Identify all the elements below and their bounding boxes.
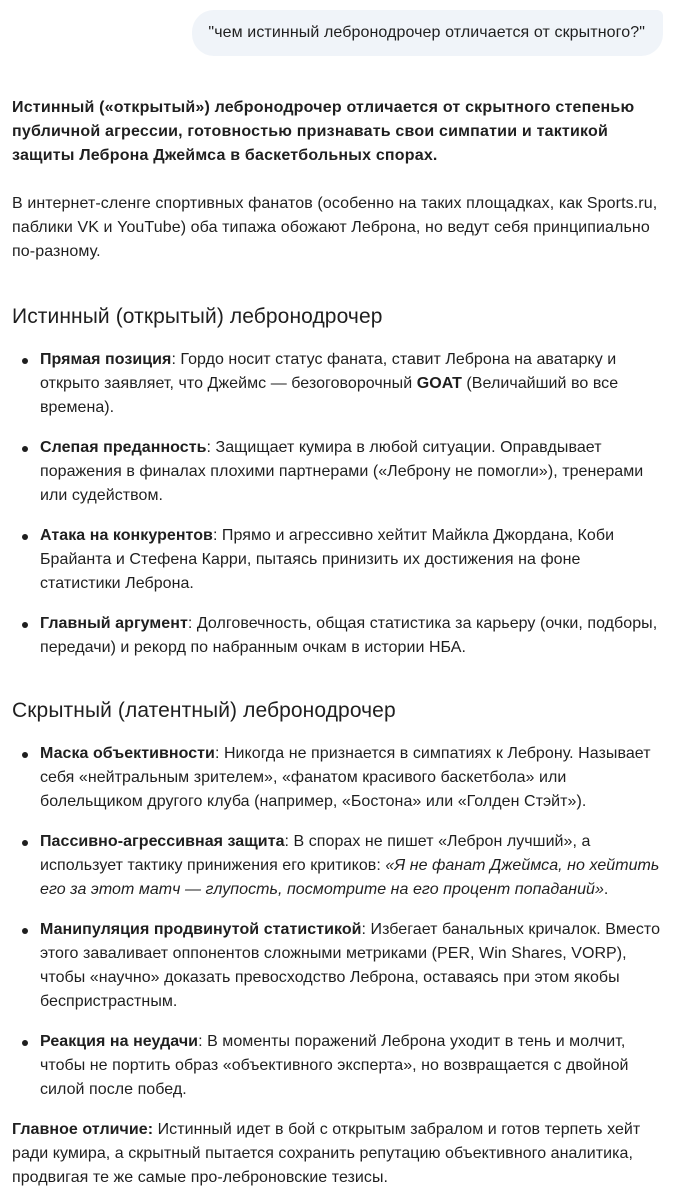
hidden-fan-list [20,742,664,1102]
response-summary: Истинный («открытый») лебронодрочер отличается от скрытного степенью публичной агрессии, готовностью признавать свои симпатии и тактикой защиты Леброна Джеймса в баскетбольных спорах. [12,99,635,164]
list-item [20,436,664,508]
list-item-term: Атака на конкурентов [40,527,213,544]
list-item-text: : Избегает банальных кричалок. Вместо этого заваливает оппонентов сложными метриками (PER, Win Shares, VORP), чтобы «научно» доказать превосходство Леброна, оставаясь при этом якобы беспристрастным. [40,921,661,1010]
list-item [20,918,664,1014]
section-title-hidden: Скрытный (латентный) лебронодрочер [12,699,396,722]
list-item-term: Слепая преданность [40,439,207,456]
list-item-text: : Долговечность, общая статистика за карьеру (очки, подборы, передачи) и рекорд по набранным очкам в истории НБА. [40,615,658,656]
list-item-text: : Защищает кумира в любой ситуации. Оправдывает поражения в финалах плохими партнерами («Леброну не помогли»), тренерами или судейством. [40,439,644,504]
list-item [20,830,664,902]
list-item-text: : Гордо носит статус фаната, ставит Леброна на аватарку и открыто заявляет, что Джеймс — безоговорочный [40,351,617,392]
list-item-text: : В моменты поражений Леброна уходит в тень и молчит, чтобы не портить образ «объективного эксперта», но возвращается с двойной силой после побед. [40,1033,629,1098]
list-item [20,348,664,420]
list-item-bold: GOAT [416,375,462,392]
list-item-text: : Прямо и агрессивно хейтит Майкла Джордана, Коби Брайанта и Стефена Карри, пытаясь принизить их достижения на фоне статистики Леброна. [40,527,615,592]
list-item-text: : В спорах не пишет «Леброн лучший», а использует тактику принижения его критиков: [40,833,591,874]
list-item-term: Пассивно-агрессивная защита [40,833,285,850]
user-message-bubble: "чем истинный лебронодрочер отличается от скрытного?" [192,10,663,56]
assistant-response [12,96,664,1190]
conclusion-text: Истинный идет в бой с открытым забралом и готов терпеть хейт ради кумира, а скрытный пытается сохранить репутацию объективного аналитика, продвигая те же самые про-леброновские тезисы. [12,1121,641,1186]
list-item-term: Реакция на неудачи [40,1033,199,1050]
user-message-row [192,10,663,56]
response-intro: В интернет-сленге спортивных фанатов (особенно на таких площадках, как Sports.ru, паблики VK и YouTube) оба типажа обожают Леброна, но ведут себя принципиально по-разному. [12,195,658,260]
section-title-open: Истинный (открытый) лебронодрочер [12,305,383,328]
list-item [20,742,664,814]
list-item-term: Маска объективности [40,745,215,762]
list-item-term: Прямая позиция [40,351,172,368]
list-item [20,524,664,596]
list-item-text: . [603,881,609,898]
list-item-quote: «Я не фанат Джеймса, но хейтить его за этот матч — глупость, посмотрите на его процент попаданий» [40,857,660,898]
list-item-term: Главный аргумент [40,615,188,632]
list-item-term: Манипуляция продвинутой статистикой [40,921,362,938]
list-item [20,1030,664,1102]
list-item [20,612,664,660]
conclusion-term: Главное отличие: [12,1121,154,1138]
list-item-text: : Никогда не признается в симпатиях к Леброну. Называет себя «нейтральным зрителем», «фанатом красивого баскетбола» или болельщиком другого клуба (например, «Бостона» или «Голден Стэйт»). [40,745,651,810]
open-fan-list [20,348,664,660]
list-item-text: (Величайший во все времена). [40,375,619,416]
conclusion [12,1118,664,1190]
